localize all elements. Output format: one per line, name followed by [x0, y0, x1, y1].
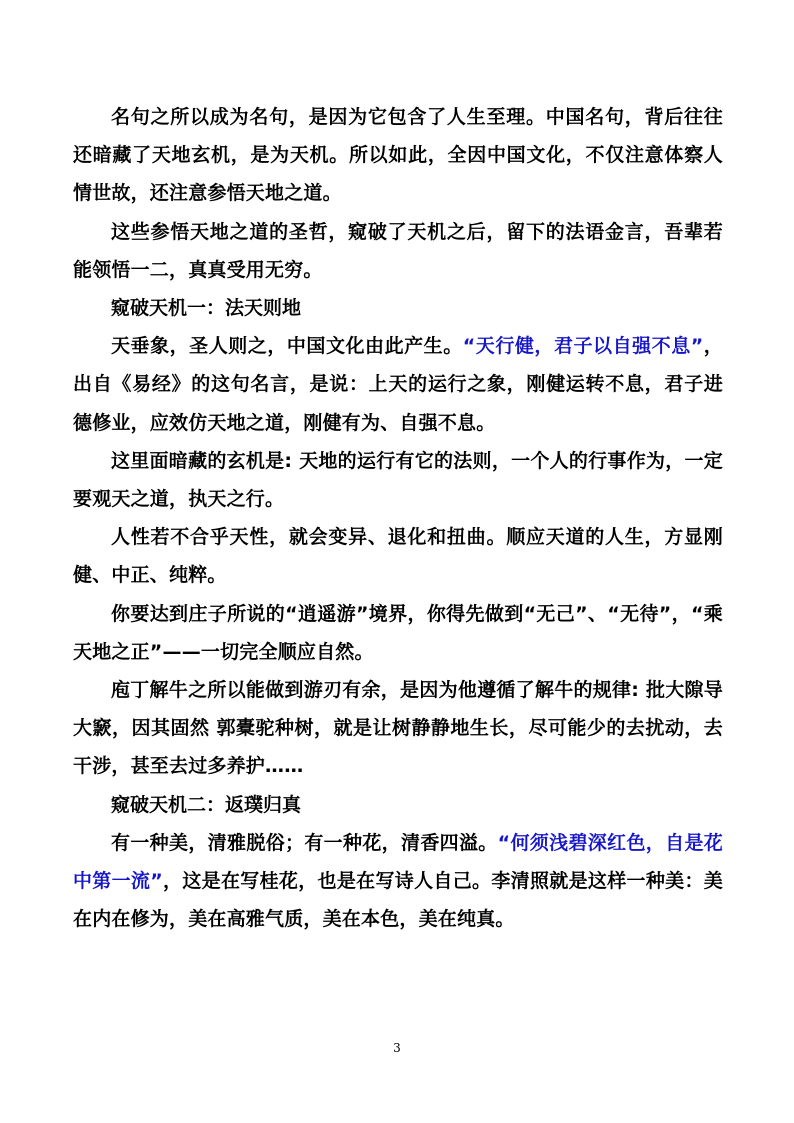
paragraph — [73, 824, 723, 939]
paragraph-text: 你要达到庄子所说的“逍遥游”境界，你得先做到“无己”、“无待”，“乘天地之正”——一切完全顺应自然。 — [73, 602, 723, 663]
paragraph-text: 有一种美，清雅脱俗；有一种花，清香四溢。 — [111, 831, 498, 854]
section-heading-text: 窥破天机一：法天则地 — [111, 297, 302, 320]
paragraph-text: 天垂象，圣人则之，中国文化由此产生。 — [111, 335, 463, 358]
section-heading-text: 窥破天机二：返璞归真 — [111, 793, 302, 816]
document-body — [73, 98, 723, 938]
paragraph-text: ，这是在写桂花，也是在写诗人自己。李清照就是这样一种美：美在内在修为，美在高雅气质，美在本色，美在纯真。 — [73, 870, 723, 931]
paragraph-text: 这些参悟天地之道的圣哲，窥破了天机之后，留下的法语金言，吾辈若能领悟一二，真真受用无穷。 — [73, 220, 723, 281]
paragraph-text: 名句之所以成为名句，是因为它包含了人生至理。中国名句，背后往往还暗藏了天地玄机，是为天机。所以如此，全因中国文化，不仅注意体察人情世故，还注意参悟天地之道。 — [73, 106, 723, 205]
paragraph — [73, 442, 723, 518]
paragraph — [73, 98, 723, 213]
paragraph — [73, 671, 723, 786]
paragraph-text: 这里面暗藏的玄机是: 天地的运行有它的法则，一个人的行事作为，一定要观天之道，执天之行。 — [73, 449, 723, 511]
section-heading — [73, 786, 723, 824]
paragraph — [73, 213, 723, 289]
highlighted-quote: “天行健，君子以自强不息” — [462, 335, 704, 358]
paragraph — [73, 595, 723, 671]
paragraph-text: 庖丁解牛之所以能做到游刃有余，是因为他遵循了解牛的规律: 批大隙导大窾，因其固然 郭橐驼种树，就是让树静静地生长，尽可能少的去扰动，去干涉，甚至去过多养护…… — [73, 679, 723, 778]
paragraph — [73, 327, 723, 442]
highlighted-quote: “何须浅碧深红色，自是花中第一流” — [73, 831, 723, 893]
paragraph-text: 人性若不合乎天性，就会变异、退化和扭曲。顺应天道的人生，方显刚健、中正、纯粹。 — [73, 526, 723, 587]
page-number: 3 — [393, 1041, 401, 1055]
paragraph — [73, 518, 723, 594]
paragraph-text: ，出自《易经》的这句名言，是说：上天的运行之象，刚健运转不息，君子进德修业，应效仿天地之道，刚健有为、自强不息。 — [73, 335, 723, 434]
section-heading — [73, 289, 723, 327]
